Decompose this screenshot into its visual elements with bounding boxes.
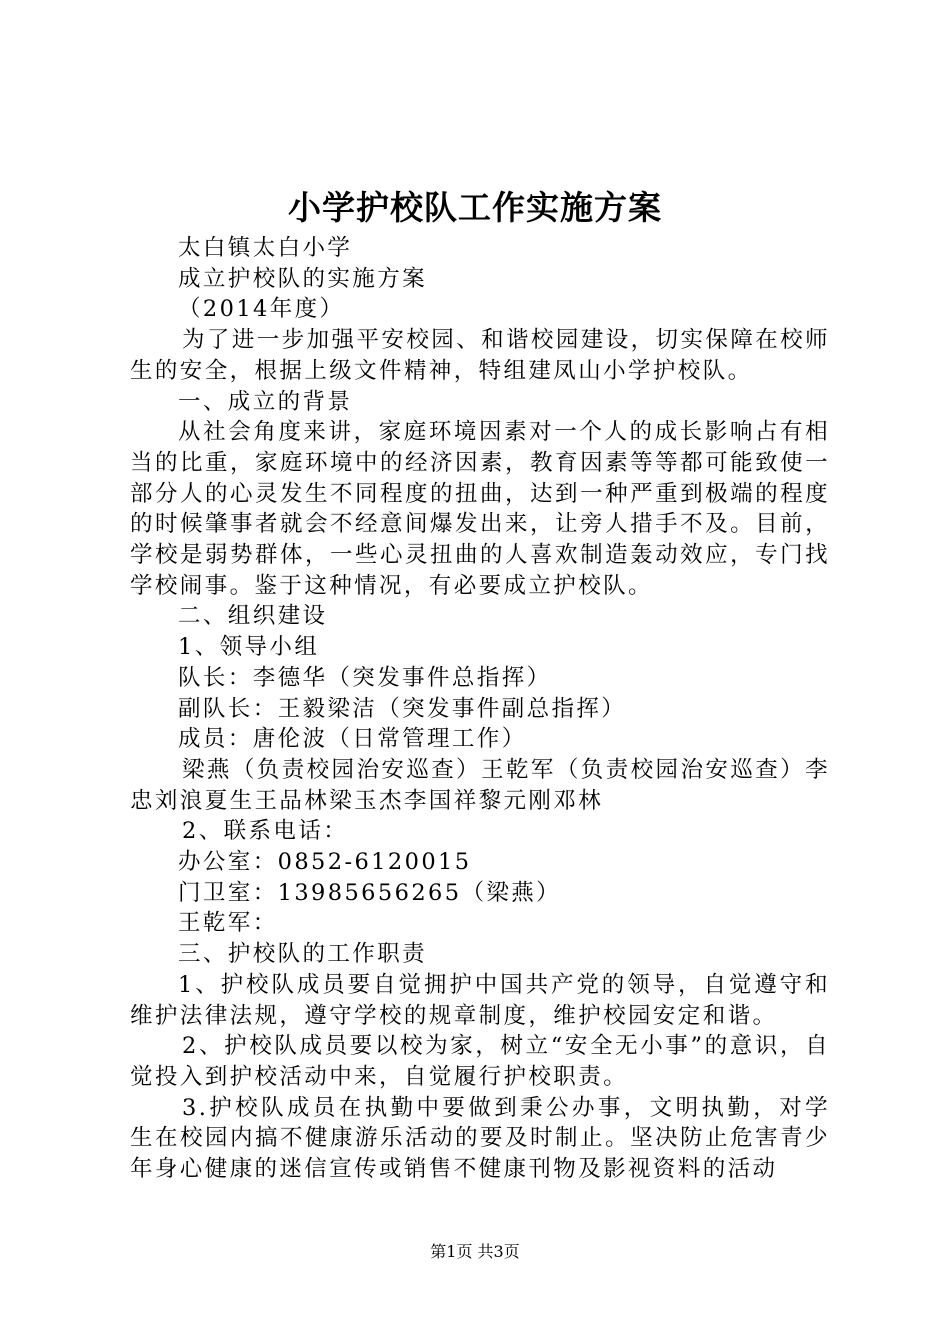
section-heading-organization: 二、组织建设	[178, 603, 328, 630]
members-list: 梁燕（负责校园治安巡查）王乾军（负责校园治安巡查）李忠刘浪夏生王品林梁玉杰李国祥黎元刚邓林	[130, 756, 830, 814]
leader-line: 队长：李德华（突发事件总指挥）	[178, 664, 552, 691]
duty-item-1: 1、护校队成员要自觉拥护中国共产党的领导，自觉遵守和维护法律法规，遵守学校的规章制度，维护校园安定和谐。	[130, 971, 830, 1029]
office-phone: 办公室：0852-6120015	[178, 849, 472, 876]
members-line: 成员：唐伦波（日常管理工作）	[178, 726, 527, 753]
plan-subtitle: 成立护校队的实施方案	[178, 265, 428, 292]
page-number: 第1页 共3页	[430, 1242, 520, 1261]
intro-paragraph: 为了进一步加强平安校园、和谐校园建设，切实保障在校师生的安全，根据上级文件精神，特组建凤山小学护校队。	[130, 327, 830, 384]
plan-year: （2014年度）	[178, 296, 345, 323]
subheading-contact: 2、联系电话：	[182, 818, 349, 845]
wang-qianjun-phone: 王乾军：	[178, 910, 278, 937]
duty-item-3: 3.护校队成员在执勤中要做到秉公办事，文明执勤，对学生在校园内搞不健康游乐活动的要及时制止。坚决防止危害青少年身心健康的迷信宣传或销售不健康刊物及影视资料的活动	[130, 1094, 830, 1183]
school-name: 太白镇太白小学	[178, 235, 353, 261]
section-heading-duties: 三、护校队的工作职责	[178, 941, 428, 968]
background-paragraph: 从社会角度来讲，家庭环境因素对一个人的成长影响占有相当的比重，家庭环境中的经济因素，教育因素等等都可能致使一部分人的心灵发生不同程度的扭曲，达到一种严重到极端的程度的时候肇事者就会不经意间爆发出来，让旁人措手不及。目前，学校是弱势群体，一些心灵扭曲的人喜欢制造轰动效应，专门找学校闹事。鉴于这种情况，有必要成立护校队。	[130, 419, 830, 599]
section-heading-background: 一、成立的背景	[178, 388, 353, 415]
deputy-leader-line: 副队长：王毅梁洁（突发事件副总指挥）	[178, 695, 627, 722]
document-body	[130, 233, 830, 1185]
document-title: 小学护校队工作实施方案	[288, 188, 662, 227]
guard-room-phone: 门卫室：13985656265（梁燕）	[178, 879, 562, 906]
subheading-leadership: 1、领导小组	[178, 634, 320, 661]
duty-item-2: 2、护校队成员要以校为家，树立“安全无小事”的意识，自觉投入到护校活动中来，自觉履行护校职责。	[130, 1033, 830, 1090]
